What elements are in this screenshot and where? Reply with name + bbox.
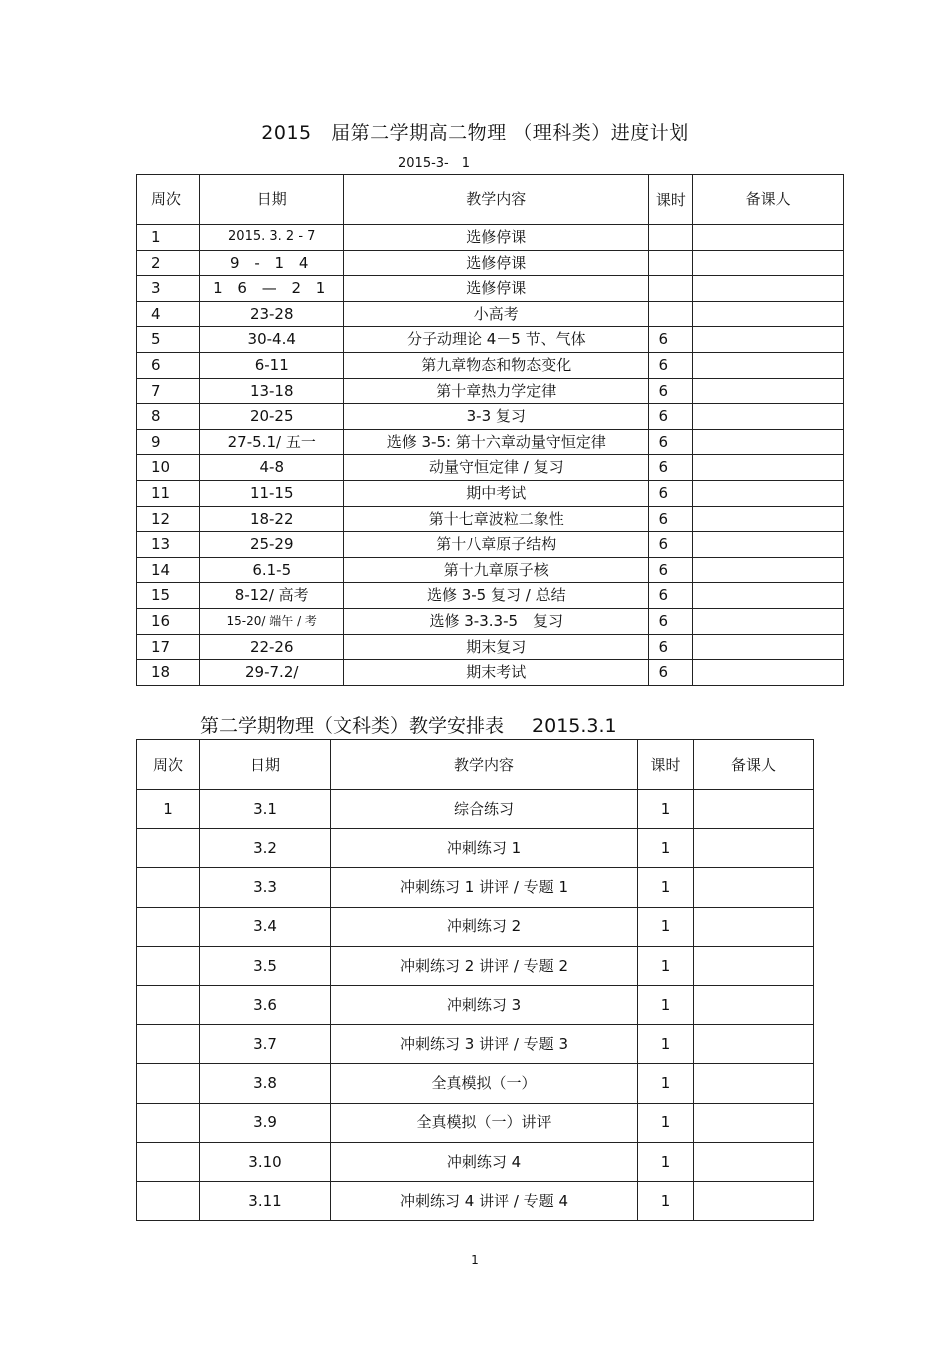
cell-content: 全真模拟（一）	[331, 1064, 638, 1103]
cell-hours: 6	[649, 532, 693, 558]
cell-hours: 1	[638, 1064, 694, 1103]
table-row	[137, 1142, 814, 1181]
cell-prep	[694, 1025, 814, 1064]
cell-prep	[693, 532, 844, 558]
cell-week: 11	[137, 480, 200, 506]
cell-week	[137, 1142, 200, 1181]
cell-hours: 1	[638, 985, 694, 1024]
document-date: 2015-3- 1	[398, 156, 471, 171]
cell-content: 第九章物态和物态变化	[344, 352, 649, 378]
cell-content: 第十八章原子结构	[344, 532, 649, 558]
cell-prep	[693, 480, 844, 506]
header-hours: 课时	[638, 740, 694, 790]
cell-hours	[649, 276, 693, 302]
table-row	[137, 946, 814, 985]
cell-prep	[694, 907, 814, 946]
cell-week: 1	[137, 225, 200, 251]
cell-week: 4	[137, 301, 200, 327]
header-prep: 备课人	[694, 740, 814, 790]
cell-date: 3.5	[200, 946, 331, 985]
table-row	[137, 634, 844, 660]
cell-hours: 6	[649, 404, 693, 430]
cell-date: 30-4.4	[200, 327, 344, 353]
header-week: 周次	[137, 740, 200, 790]
cell-date: 6.1-5	[200, 557, 344, 583]
cell-date: 18-22	[200, 506, 344, 532]
cell-week: 3	[137, 276, 200, 302]
cell-content: 分子动理论 4－5 节、气体	[344, 327, 649, 353]
section-title-text: 第二学期物理（文科类）教学安排表	[200, 715, 505, 737]
cell-date: 2015. 3. 2 - 7	[200, 225, 344, 251]
table-row	[137, 1025, 814, 1064]
cell-content: 冲刺练习 2	[331, 907, 638, 946]
cell-week	[137, 868, 200, 907]
cell-prep	[693, 301, 844, 327]
table-row	[137, 608, 844, 634]
cell-hours: 1	[638, 946, 694, 985]
table-row	[137, 250, 844, 276]
header-content: 教学内容	[331, 740, 638, 790]
cell-content: 3-3 复习	[344, 404, 649, 430]
cell-prep	[693, 352, 844, 378]
cell-week: 13	[137, 532, 200, 558]
cell-content: 冲刺练习 4	[331, 1142, 638, 1181]
cell-date: 29-7.2/	[200, 660, 344, 686]
cell-hours: 1	[638, 1025, 694, 1064]
cell-week: 14	[137, 557, 200, 583]
cell-prep	[694, 790, 814, 829]
cell-prep	[694, 1181, 814, 1220]
science-schedule-table	[136, 174, 844, 686]
table-row	[137, 506, 844, 532]
cell-week: 10	[137, 455, 200, 481]
cell-date: 1 6 — 2 1	[200, 276, 344, 302]
cell-content: 选修停课	[344, 276, 649, 302]
table-header-row	[137, 175, 844, 225]
cell-content: 选修 3-5 复习 / 总结	[344, 583, 649, 609]
cell-date: 27-5.1/ 五一	[200, 429, 344, 455]
cell-date: 15-20/ 端午 / 考	[200, 608, 344, 634]
cell-hours: 6	[649, 583, 693, 609]
table-row	[137, 404, 844, 430]
cell-date: 3.7	[200, 1025, 331, 1064]
cell-week: 9	[137, 429, 200, 455]
table-row	[137, 429, 844, 455]
table-row	[137, 455, 844, 481]
table-row	[137, 301, 844, 327]
table-row	[137, 1064, 814, 1103]
table-row	[137, 378, 844, 404]
cell-date: 4-8	[200, 455, 344, 481]
cell-prep	[693, 608, 844, 634]
cell-week	[137, 985, 200, 1024]
table-row	[137, 907, 814, 946]
cell-date: 3.6	[200, 985, 331, 1024]
cell-prep	[693, 634, 844, 660]
table-row	[137, 327, 844, 353]
cell-hours	[649, 301, 693, 327]
cell-content: 期末复习	[344, 634, 649, 660]
cell-hours: 1	[638, 790, 694, 829]
cell-date: 9 - 1 4	[200, 250, 344, 276]
cell-week: 18	[137, 660, 200, 686]
cell-content: 期末考试	[344, 660, 649, 686]
cell-week: 7	[137, 378, 200, 404]
cell-hours: 6	[649, 608, 693, 634]
cell-hours: 6	[649, 429, 693, 455]
cell-hours: 6	[649, 634, 693, 660]
cell-hours: 1	[638, 907, 694, 946]
cell-week: 17	[137, 634, 200, 660]
table-row	[137, 557, 844, 583]
cell-prep	[694, 829, 814, 868]
cell-date: 3.10	[200, 1142, 331, 1181]
cell-prep	[693, 429, 844, 455]
cell-content: 第十七章波粒二象性	[344, 506, 649, 532]
cell-week: 12	[137, 506, 200, 532]
cell-date: 25-29	[200, 532, 344, 558]
cell-hours: 1	[638, 1181, 694, 1220]
cell-week	[137, 1064, 200, 1103]
cell-date: 6-11	[200, 352, 344, 378]
cell-content: 第十九章原子核	[344, 557, 649, 583]
cell-prep	[693, 660, 844, 686]
cell-prep	[694, 1064, 814, 1103]
cell-prep	[693, 557, 844, 583]
cell-week	[137, 907, 200, 946]
cell-date: 3.11	[200, 1181, 331, 1220]
cell-date: 3.9	[200, 1103, 331, 1142]
table-row	[137, 480, 844, 506]
cell-content: 选修 3-3.3-5 复习	[344, 608, 649, 634]
cell-hours: 6	[649, 660, 693, 686]
page-number: 1	[471, 1253, 479, 1267]
cell-prep	[694, 946, 814, 985]
cell-prep	[694, 868, 814, 907]
table-row	[137, 829, 814, 868]
table-row	[137, 1103, 814, 1142]
cell-content: 冲刺练习 2 讲评 / 专题 2	[331, 946, 638, 985]
cell-week: 16	[137, 608, 200, 634]
cell-date: 11-15	[200, 480, 344, 506]
cell-date: 8-12/ 高考	[200, 583, 344, 609]
cell-prep	[693, 583, 844, 609]
cell-week	[137, 829, 200, 868]
cell-prep	[693, 404, 844, 430]
cell-date: 3.8	[200, 1064, 331, 1103]
cell-content: 综合练习	[331, 790, 638, 829]
cell-prep	[694, 1142, 814, 1181]
table-row	[137, 225, 844, 251]
header-prep: 备课人	[693, 175, 844, 225]
table-row	[137, 1181, 814, 1220]
cell-content: 小高考	[344, 301, 649, 327]
cell-prep	[693, 378, 844, 404]
cell-date: 13-18	[200, 378, 344, 404]
cell-week: 6	[137, 352, 200, 378]
header-date: 日期	[200, 740, 331, 790]
cell-date: 3.1	[200, 790, 331, 829]
document-title: 2015 届第二学期高二物理 （理科类）进度计划	[261, 122, 689, 144]
cell-date: 3.4	[200, 907, 331, 946]
cell-week	[137, 1181, 200, 1220]
table-row	[137, 583, 844, 609]
cell-date: 22-26	[200, 634, 344, 660]
cell-hours: 1	[638, 1103, 694, 1142]
cell-hours: 6	[649, 352, 693, 378]
cell-date: 20-25	[200, 404, 344, 430]
cell-hours: 6	[649, 480, 693, 506]
cell-prep	[693, 225, 844, 251]
cell-hours: 1	[638, 868, 694, 907]
cell-hours: 6	[649, 455, 693, 481]
cell-week: 1	[137, 790, 200, 829]
cell-week	[137, 1103, 200, 1142]
cell-content: 第十章热力学定律	[344, 378, 649, 404]
table-header-row	[137, 740, 814, 790]
cell-content: 选修停课	[344, 250, 649, 276]
cell-hours: 6	[649, 378, 693, 404]
cell-prep	[693, 327, 844, 353]
cell-content: 全真模拟（一）讲评	[331, 1103, 638, 1142]
cell-hours: 6	[649, 506, 693, 532]
cell-hours	[649, 225, 693, 251]
cell-content: 选修 3-5: 第十六章动量守恒定律	[344, 429, 649, 455]
cell-prep	[693, 506, 844, 532]
cell-prep	[694, 985, 814, 1024]
section-date: 2015.3.1	[532, 715, 617, 737]
cell-content: 期中考试	[344, 480, 649, 506]
table-row	[137, 985, 814, 1024]
cell-content: 动量守恒定律 / 复习	[344, 455, 649, 481]
cell-hours: 1	[638, 829, 694, 868]
cell-prep	[693, 250, 844, 276]
header-date: 日期	[200, 175, 344, 225]
cell-week	[137, 1025, 200, 1064]
cell-prep	[693, 276, 844, 302]
cell-date: 3.3	[200, 868, 331, 907]
header-hours: 课时	[649, 175, 693, 225]
cell-date: 3.2	[200, 829, 331, 868]
table-row	[137, 790, 814, 829]
cell-content: 冲刺练习 3	[331, 985, 638, 1024]
table-row	[137, 660, 844, 686]
cell-content: 冲刺练习 4 讲评 / 专题 4	[331, 1181, 638, 1220]
cell-week: 8	[137, 404, 200, 430]
table-row	[137, 532, 844, 558]
cell-prep	[693, 455, 844, 481]
table-row	[137, 868, 814, 907]
table-row	[137, 276, 844, 302]
cell-week: 15	[137, 583, 200, 609]
cell-week: 2	[137, 250, 200, 276]
cell-content: 选修停课	[344, 225, 649, 251]
section-title	[200, 711, 617, 738]
cell-hours	[649, 250, 693, 276]
cell-content: 冲刺练习 3 讲评 / 专题 3	[331, 1025, 638, 1064]
cell-content: 冲刺练习 1	[331, 829, 638, 868]
arts-schedule-table	[136, 739, 814, 1221]
cell-hours: 6	[649, 327, 693, 353]
table-row	[137, 352, 844, 378]
header-week: 周次	[137, 175, 200, 225]
header-content: 教学内容	[344, 175, 649, 225]
cell-hours: 6	[649, 557, 693, 583]
cell-week	[137, 946, 200, 985]
cell-content: 冲刺练习 1 讲评 / 专题 1	[331, 868, 638, 907]
cell-hours: 1	[638, 1142, 694, 1181]
cell-week: 5	[137, 327, 200, 353]
cell-date: 23-28	[200, 301, 344, 327]
cell-prep	[694, 1103, 814, 1142]
